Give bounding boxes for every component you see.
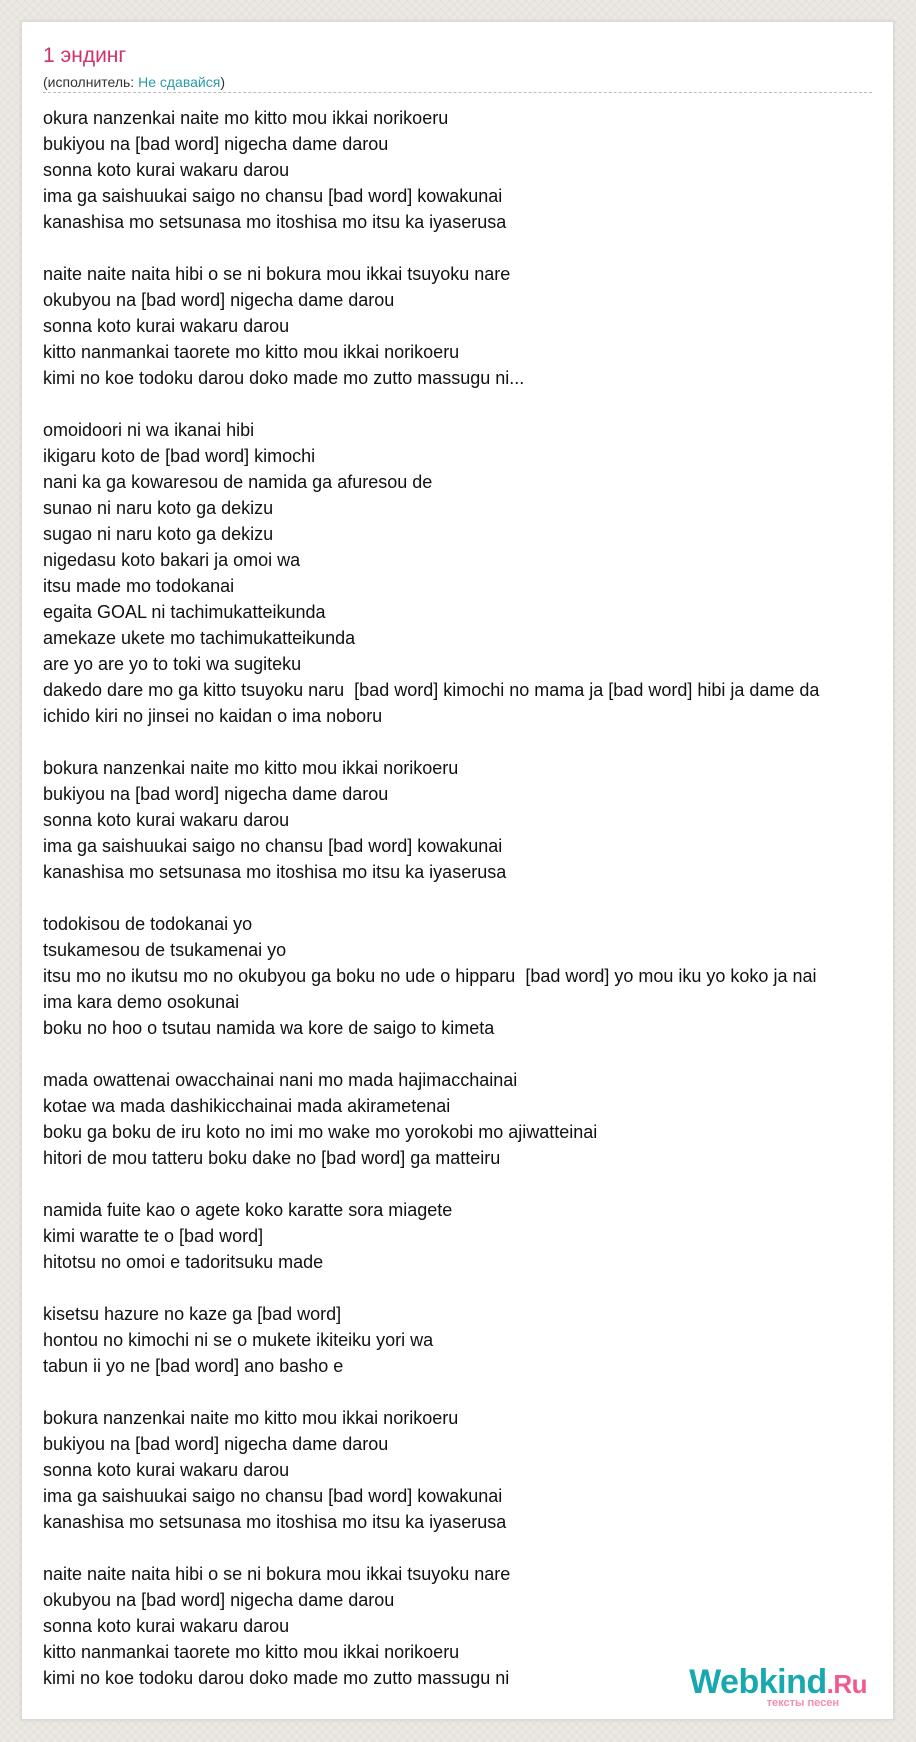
lyric-line: kanashisa mo setsunasa mo itoshisa mo itsu ka iyaserusa [43,212,507,232]
lyric-line: are yo are yo to toki wa sugiteku [43,654,302,674]
lyric-line [43,1535,893,1561]
lyric-line: naite naite naita hibi o se ni bokura mou ikkai tsuyoku nare [43,264,511,284]
lyric-line: tsukamesou de tsukamenai yo [43,940,287,960]
lyric-line: mada owattenai owacchainai nani mo mada hajimacchainai [43,1070,518,1090]
performer-close: ) [220,74,225,90]
lyric-line: kotae wa mada dashikicchainai mada akirametenai [43,1096,451,1116]
lyric-line: sunao ni naru koto ga dekizu [43,498,274,518]
lyric-line: tabun ii yo ne [bad word] ano basho e [43,1356,344,1376]
lyric-line: dakedo dare mo ga kitto tsuyoku naru [bad word] kimochi no mama ja [bad word] hibi ja dame da [43,680,820,700]
lyric-line [43,235,893,261]
lyric-line: kimi no koe todoku darou doko made mo zutto massugu ni [43,1668,510,1688]
lyric-line [43,1379,893,1405]
performer-label: (исполнитель: [43,74,139,90]
site-logo[interactable] [689,1665,867,1709]
lyric-line: ima kara demo osokunai [43,992,240,1012]
lyric-line: bokura nanzenkai naite mo kitto mou ikkai norikoeru [43,758,459,778]
lyric-line: todokisou de todokanai yo [43,914,253,934]
lyric-line [43,1171,893,1197]
lyric-line: bukiyou na [bad word] nigecha dame darou [43,784,389,804]
lyric-line: kitto nanmankai taorete mo kitto mou ikkai norikoeru [43,1642,460,1662]
lyric-line [43,885,893,911]
lyric-line [43,1275,893,1301]
lyrics-text [43,105,893,1691]
lyric-line: sonna koto kurai wakaru darou [43,810,290,830]
lyric-line: sonna koto kurai wakaru darou [43,1460,290,1480]
lyric-line: sonna koto kurai wakaru darou [43,1616,290,1636]
lyric-line: ima ga saishuukai saigo no chansu [bad word] kowakunai [43,1486,503,1506]
lyric-line: kimi no koe todoku darou doko made mo zutto massugu ni... [43,368,525,388]
lyric-line: hitori de mou tatteru boku dake no [bad word] ga matteiru [43,1148,501,1168]
logo-main-text: Webkind [689,1663,827,1701]
lyric-line: kisetsu hazure no kaze ga [bad word] [43,1304,342,1324]
lyric-line: omoidoori ni wa ikanai hibi [43,420,255,440]
lyric-line [43,391,893,417]
lyric-line: ikigaru koto de [bad word] kimochi [43,446,316,466]
lyric-line: ichido kiri no jinsei no kaidan o ima noboru [43,706,383,726]
logo-wordmark [689,1665,867,1701]
lyric-line: kimi waratte te o [bad word] [43,1226,264,1246]
lyric-line: sonna koto kurai wakaru darou [43,160,290,180]
lyric-line: sugao ni naru koto ga dekizu [43,524,274,544]
lyric-line: itsu made mo todokanai [43,576,235,596]
lyric-line: okubyou na [bad word] nigecha dame darou [43,1590,395,1610]
song-title: 1 эндинг [43,44,127,67]
lyric-line: kanashisa mo setsunasa mo itoshisa mo itsu ka iyaserusa [43,862,507,882]
lyric-line: egaita GOAL ni tachimukatteikunda [43,602,326,622]
lyric-line: okubyou na [bad word] nigecha dame darou [43,290,395,310]
lyric-line: boku ga boku de iru koto no imi mo wake mo yorokobi mo ajiwatteinai [43,1122,598,1142]
logo-tagline: тексты песен [766,1697,839,1709]
lyric-line: ima ga saishuukai saigo no chansu [bad word] kowakunai [43,836,503,856]
lyric-line [43,729,893,755]
lyric-line: amekaze ukete mo tachimukatteikunda [43,628,356,648]
lyric-line: nani ka ga kowaresou de namida ga afuresou de [43,472,433,492]
lyric-line: namida fuite kao o agete koko karatte sora miagete [43,1200,453,1220]
lyric-line: hitotsu no omoi e tadoritsuku made [43,1252,324,1272]
performer-line [43,74,225,90]
lyric-line: nigedasu koto bakari ja omoi wa [43,550,301,570]
lyrics-card [21,21,894,1720]
lyric-line: ima ga saishuukai saigo no chansu [bad word] kowakunai [43,186,503,206]
lyric-line: bukiyou na [bad word] nigecha dame darou [43,1434,389,1454]
lyric-line: boku no hoo o tsutau namida wa kore de saigo to kimeta [43,1018,495,1038]
lyric-line: naite naite naita hibi o se ni bokura mou ikkai tsuyoku nare [43,1564,511,1584]
lyric-line: sonna koto kurai wakaru darou [43,316,290,336]
logo-suffix: .Ru [826,1669,867,1699]
lyric-line: itsu mo no ikutsu mo no okubyou ga boku no ude o hipparu [bad word] yo mou iku yo koko ja nai [43,966,817,986]
lyric-line: bokura nanzenkai naite mo kitto mou ikkai norikoeru [43,1408,459,1428]
performer-link[interactable]: Не сдавайся [138,74,221,90]
lyric-line: bukiyou na [bad word] nigecha dame darou [43,134,389,154]
lyric-line: hontou no kimochi ni se o mukete ikiteiku yori wa [43,1330,434,1350]
lyric-line [43,1041,893,1067]
lyric-line: kitto nanmankai taorete mo kitto mou ikkai norikoeru [43,342,460,362]
divider [43,92,872,93]
lyric-line: okura nanzenkai naite mo kitto mou ikkai norikoeru [43,108,449,128]
lyric-line: kanashisa mo setsunasa mo itoshisa mo itsu ka iyaserusa [43,1512,507,1532]
